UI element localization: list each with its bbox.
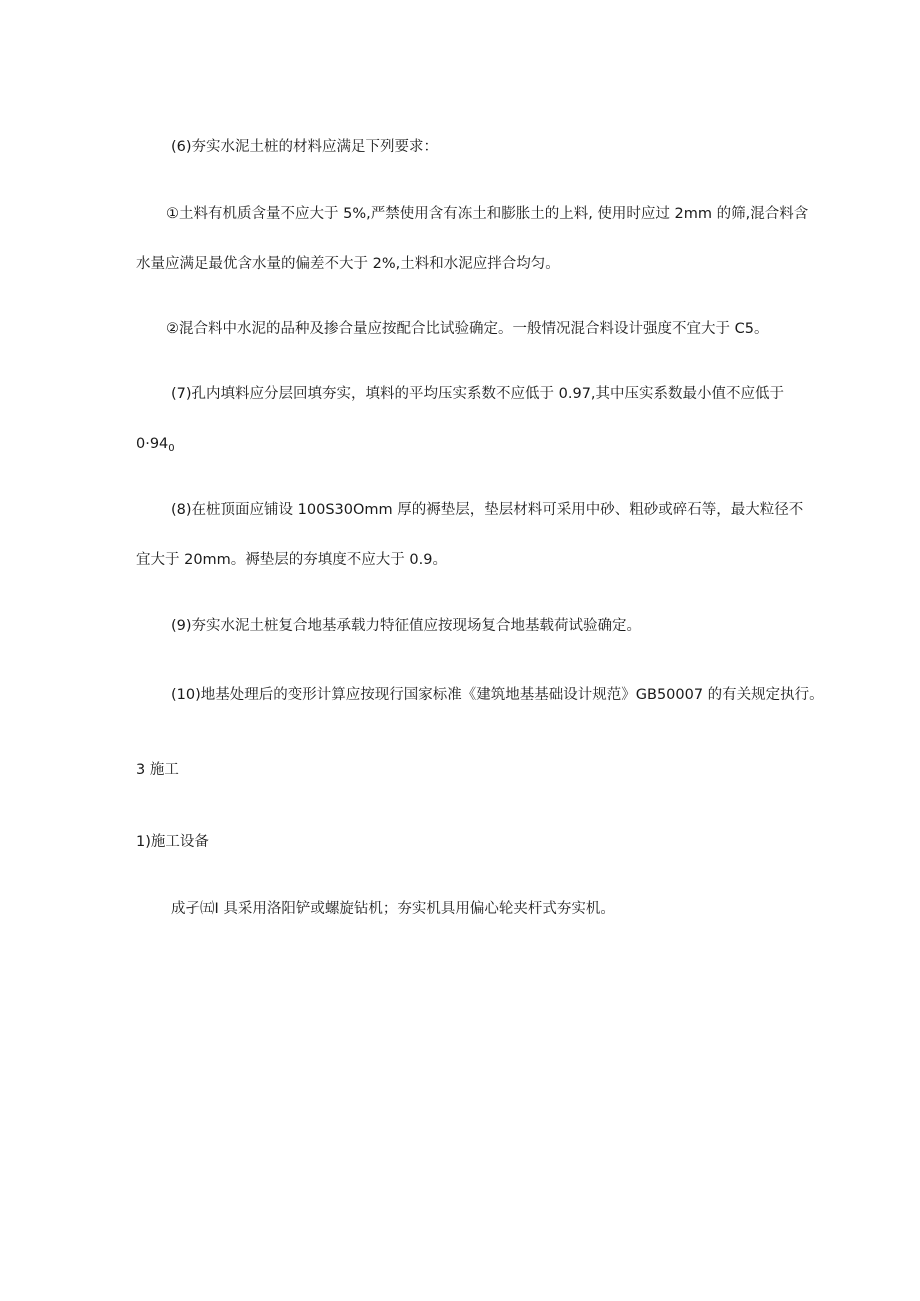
clause-7-subscript: 0 bbox=[168, 443, 175, 454]
clause-7-value: 0·94 bbox=[136, 436, 169, 452]
section-3-heading: 3 施工 bbox=[136, 762, 179, 778]
clause-6-2: ②混合料中水泥的品种及掺合量应按配合比试验确定。一般情况混合料设计强度不宜大于 C5。 bbox=[166, 321, 769, 337]
clause-6-1-line1: ①土料有机质含量不应大于 5%,严禁使用含有冻土和膨胀土的上料, 使用时应过 2mm 的筛,混合料含 bbox=[166, 206, 809, 222]
clause-7-line2 bbox=[136, 434, 175, 459]
clause-8-line2: 宜大于 20mm。褥垫层的夯填度不应大于 0.9。 bbox=[136, 552, 447, 568]
clause-9: (9)夯实水泥土桩复合地基承载力特征值应按现场复合地基载荷试验确定。 bbox=[171, 618, 642, 634]
clause-6: (6)夯实水泥土桩的材料应满足下列要求： bbox=[171, 139, 439, 155]
clause-6-1-line2: 水量应满足最优含水量的偏差不大于 2%,土料和水泥应拌合均匀。 bbox=[136, 256, 560, 272]
clause-7-line1: (7)孔内填料应分层回填夯实，填料的平均压实系数不应低于 0.97,其中压实系数最小值不应低于 bbox=[171, 386, 785, 402]
subsection-1-heading: 1)施工设备 bbox=[136, 834, 209, 850]
equipment-paragraph: 成孑㈤I 具采用洛阳铲或螺旋钻机；夯实机具用偏心轮夹杆式夯实机。 bbox=[171, 901, 615, 917]
clause-10: (10)地基处理后的变形计算应按现行国家标准《建筑地基基础设计规范》GB50007 的有关规定执行。 bbox=[171, 687, 824, 703]
clause-8-line1: (8)在桩顶面应铺设 100S30Omm 厚的褥垫层，垫层材料可采用中砂、粗砂或碎石等，最大粒径不 bbox=[171, 502, 804, 518]
